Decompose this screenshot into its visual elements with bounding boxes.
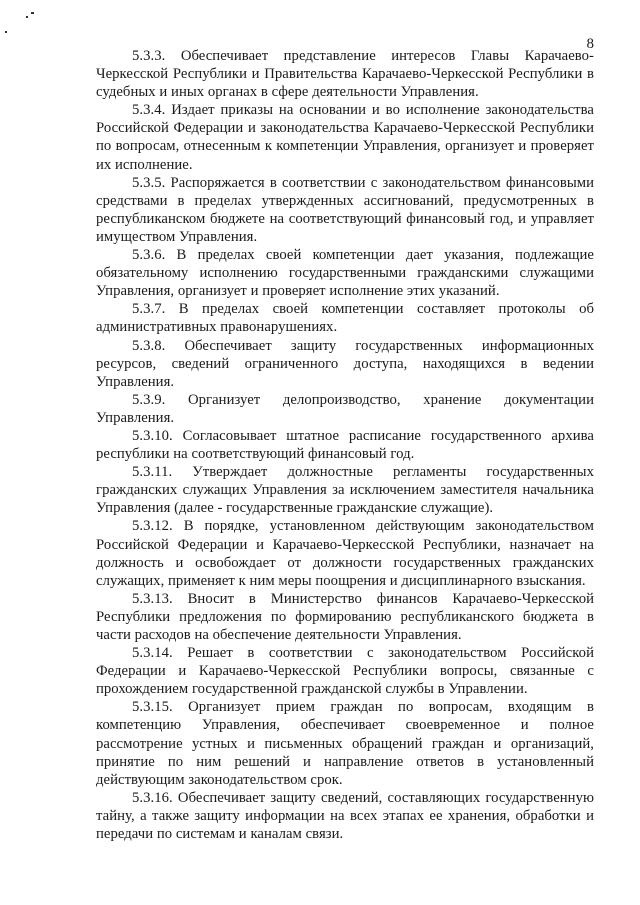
scan-speck: [26, 16, 28, 18]
paragraph-5-3-9: 5.3.9. Организует делопроизводство, хранение документации Управления.: [96, 391, 594, 426]
document-body: [96, 47, 594, 843]
paragraph-5-3-7: 5.3.7. В пределах своей компетенции составляет протоколы об административных правонарушениях.: [96, 301, 594, 336]
paragraph-5-3-3: 5.3.3. Обеспечивает представление интересов Главы Карачаево-Черкесской Республики и Правительства Карачаево-Черкесской Республики в судебных и иных органах в сфере деятельности Управления.: [96, 48, 594, 101]
scan-speck: [5, 31, 7, 33]
paragraph-5-3-11: 5.3.11. Утверждает должностные регламенты государственных гражданских служащих Управления за исключением заместителя начальника Управления (далее - государственные гражданские служащие).: [96, 464, 594, 517]
paragraph-5-3-4: 5.3.4. Издает приказы на основании и во исполнение законодательства Российской Федерации и законодательства Карачаево-Черкесской Республики по вопросам, отнесенным к компетенции Управления, организует и проверяет их исполнение.: [96, 102, 594, 173]
page-number: 8: [586, 36, 594, 52]
paragraph-5-3-8: 5.3.8. Обеспечивает защиту государственных информационных ресурсов, сведений ограниченного доступа, находящихся в ведении Управления.: [96, 337, 594, 390]
paragraph-5-3-14: 5.3.14. Решает в соответствии с законодательством Российской Федерации и Карачаево-Черкесской Республики вопросы, связанные с прохождением государственной гражданской службы в Управлении.: [96, 645, 594, 698]
paragraph-5-3-15: 5.3.15. Организует прием граждан по вопросам, входящим в компетенцию Управления, обеспечивает своевременное и полное рассмотрение устных и письменных обращений граждан и организаций, принятие по ним решений и направление ответов в установленный действующим законодательством срок.: [96, 699, 594, 788]
paragraph-5-3-5: 5.3.5. Распоряжается в соответствии с законодательством финансовыми средствами в пределах утвержденных ассигнований, предусмотренных в республиканском бюджете на соответствующий финансовый год, и управляет имуществом Управления.: [96, 174, 594, 245]
paragraph-5-3-10: 5.3.10. Согласовывает штатное расписание государственного архива республики на соответствующий финансовый год.: [96, 427, 594, 463]
paragraph-5-3-13: 5.3.13. Вносит в Министерство финансов Карачаево-Черкесской Республики предложения по формированию республиканского бюджета в части расходов на обеспечение деятельности Управления.: [96, 590, 594, 643]
paragraph-5-3-16: 5.3.16. Обеспечивает защиту сведений, составляющих государственную тайну, а также защиту информации на всех этапах ее хранения, обработки и передачи по системам и каналам связи.: [96, 789, 594, 843]
scan-speck: [31, 12, 34, 14]
paragraph-5-3-12: 5.3.12. В порядке, установленном действующим законодательством Российской Федерации и Карачаево-Черкесской Республики, назначает на должность и освобождает от должности государственных гражданских служащих, применяет к ним меры поощрения и дисциплинарного взыскания.: [96, 518, 594, 589]
paragraph-5-3-6: 5.3.6. В пределах своей компетенции дает указания, подлежащие обязательному исполнению государственными гражданскими служащими Управления, организует и проверяет исполнение этих указаний.: [96, 247, 594, 300]
